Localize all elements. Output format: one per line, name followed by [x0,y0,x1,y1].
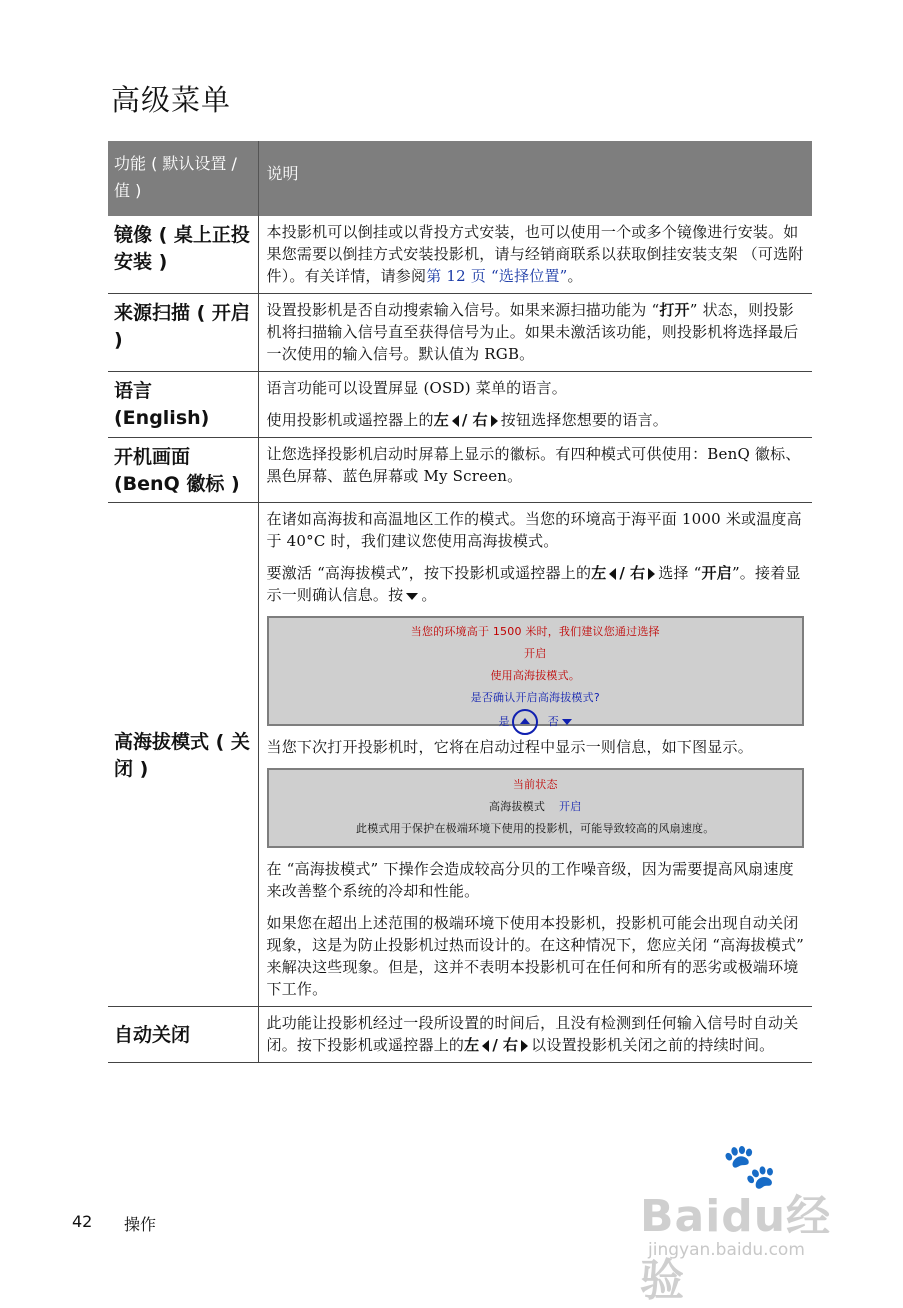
function-description [258,294,812,372]
left-key: 左 [591,564,607,582]
left-arrow-icon [452,415,459,427]
description-paragraph [267,409,805,431]
osd-choices [269,709,803,735]
description-paragraph [267,562,805,606]
function-description [258,216,812,294]
function-name: 开机画面 (BenQ 徽标 ) [108,438,258,503]
table-row-language [108,372,812,438]
watermark-brand: Baidu经验 [640,1191,832,1306]
table-row-high-altitude [108,503,812,1007]
page-reference-link[interactable]: 第 12 页 “选择位置” [426,267,568,285]
osd-mode-label: 高海拔模式 [489,800,546,813]
osd-status-note: 此模式用于保护在极端环境下使用的投影机，可能导致较高的风扇速度。 [356,822,715,835]
description-text: 要激活 “高海拔模式”，按下投影机或遥控器上的 [266,564,592,582]
right-arrow-icon [491,415,498,427]
osd-question: 是否确认开启高海拔模式? [470,691,600,704]
separator: / [492,1036,498,1054]
watermark [640,1140,855,1306]
description-paragraph: 在诸如高海拔和高温地区工作的模式。当您的环境高于海平面 1000 米或温度高于 40°C 时，我们建议您使用高海拔模式。 [266,510,802,550]
separator: / [619,564,626,582]
separator: / [461,411,468,429]
description-text: 本投影机可以倒挂或以背投方式安装，也可以使用一个或多个镜像进行安装。如果您需要以倒挂方式安装投影机，请与经销商联系以获取倒挂安装支架 （可选附件）。有关详情，请参阅 [266,223,804,285]
osd-message: 使用高海拔模式。 [490,669,581,682]
left-key: 左 [464,1036,480,1054]
osd-status-message [267,768,805,848]
description-text: ”。接着显示一则确认信息。按 [266,564,801,604]
description-text: 设置投影机是否自动搜索输入信号。如果来源扫描功能为 “ [266,301,660,319]
header-function: 功能 ( 默认设置 / 值 ) [108,141,258,216]
right-arrow-icon [521,1040,528,1052]
page-title: 高级菜单 [111,83,232,117]
table-row-mirror [108,216,812,294]
osd-mode-value: 开启 [559,800,582,813]
osd-confirm-dialog [267,616,805,726]
function-description [258,372,812,438]
osd-no-label: 否 [547,715,559,728]
page-number: 42 [72,1212,93,1231]
description-text: 选择 “ [658,564,702,582]
description-text: 。 [567,267,583,285]
description-paragraph: 语言功能可以设置屏显 (OSD) 菜单的语言。 [266,379,567,397]
function-description: 让您选择投影机启动时屏幕上显示的徽标。有四种模式可供使用：BenQ 徽标、黑色屏幕、蓝色屏幕或 My Screen。 [258,438,812,503]
osd-option: 开启 [524,647,547,660]
description-text: 按钮选择您想要的语言。 [500,411,668,429]
description-paragraph: 如果您在超出上述范围的极端环境下使用本投影机，投影机可能会出现自动关闭现象，这是为防止投影机过热而设计的。在这种情况下，您应关闭 “高海拔模式” 来解决这些现象。但是，这并不表明本投影机可在任何和所有的恶劣或极端环境下工作。 [266,914,805,998]
description-text: 。 [421,586,437,604]
function-description [258,503,812,1007]
osd-mode-line [269,796,803,818]
table-row-splash-screen [108,438,812,503]
left-arrow-icon [609,568,616,580]
description-text: ” 状态，则投影机将扫描输入信号直至获得信号为止。如果未激活该功能，则投影机将选择最后一次使用的输入信号。默认值为 RGB。 [266,301,799,363]
keyword: 打开 [659,301,690,319]
paw-icon: 🐾 [722,1141,777,1192]
keyword: 开启 [701,564,732,582]
function-name: 自动关闭 [108,1007,258,1063]
down-arrow-icon [562,719,572,725]
up-arrow-circle-icon [512,709,538,735]
osd-status-title: 当前状态 [512,778,558,791]
advanced-menu-table [108,141,812,1063]
function-description [258,1007,812,1063]
osd-message: 当您的环境高于 1500 米时，我们建议您通过选择 [410,625,660,638]
description-paragraph: 当您下次打开投影机时，它将在启动过程中显示一则信息，如下图显示。 [266,738,753,756]
right-key: 右 [472,411,488,429]
left-key: 左 [433,411,449,429]
function-name: 镜像 ( 桌上正投安装 ) [108,216,258,294]
osd-yes-label: 是 [498,715,510,728]
header-description: 说明 [258,141,812,216]
description-paragraph: 在 “高海拔模式” 下操作会造成较高分贝的工作噪音级，因为需要提高风扇速度来改善整个系统的冷却和性能。 [266,860,794,900]
function-name: 高海拔模式 ( 关闭 ) [108,503,258,1007]
right-arrow-icon [648,568,655,580]
section-name: 操作 [124,1215,157,1234]
table-row-auto-off [108,1007,812,1063]
function-name: 来源扫描 ( 开启 ) [108,294,258,372]
watermark-site: jingyan.baidu.com [648,1240,805,1260]
table-row-source-scan [108,294,812,372]
description-text: 使用投影机或遥控器上的 [266,411,434,429]
description-text: 此功能让投影机经过一段所设置的时间后，且没有检测到任何输入信号时自动关闭。按下投影机或遥控器上的 [266,1014,799,1054]
left-arrow-icon [482,1040,489,1052]
right-key: 右 [502,1036,519,1054]
description-text: 以设置投影机关闭之前的持续时间。 [531,1036,775,1054]
table-header [108,141,812,216]
down-arrow-icon [406,593,418,600]
function-name: 语言 (English) [108,372,258,438]
right-key: 右 [630,564,646,582]
